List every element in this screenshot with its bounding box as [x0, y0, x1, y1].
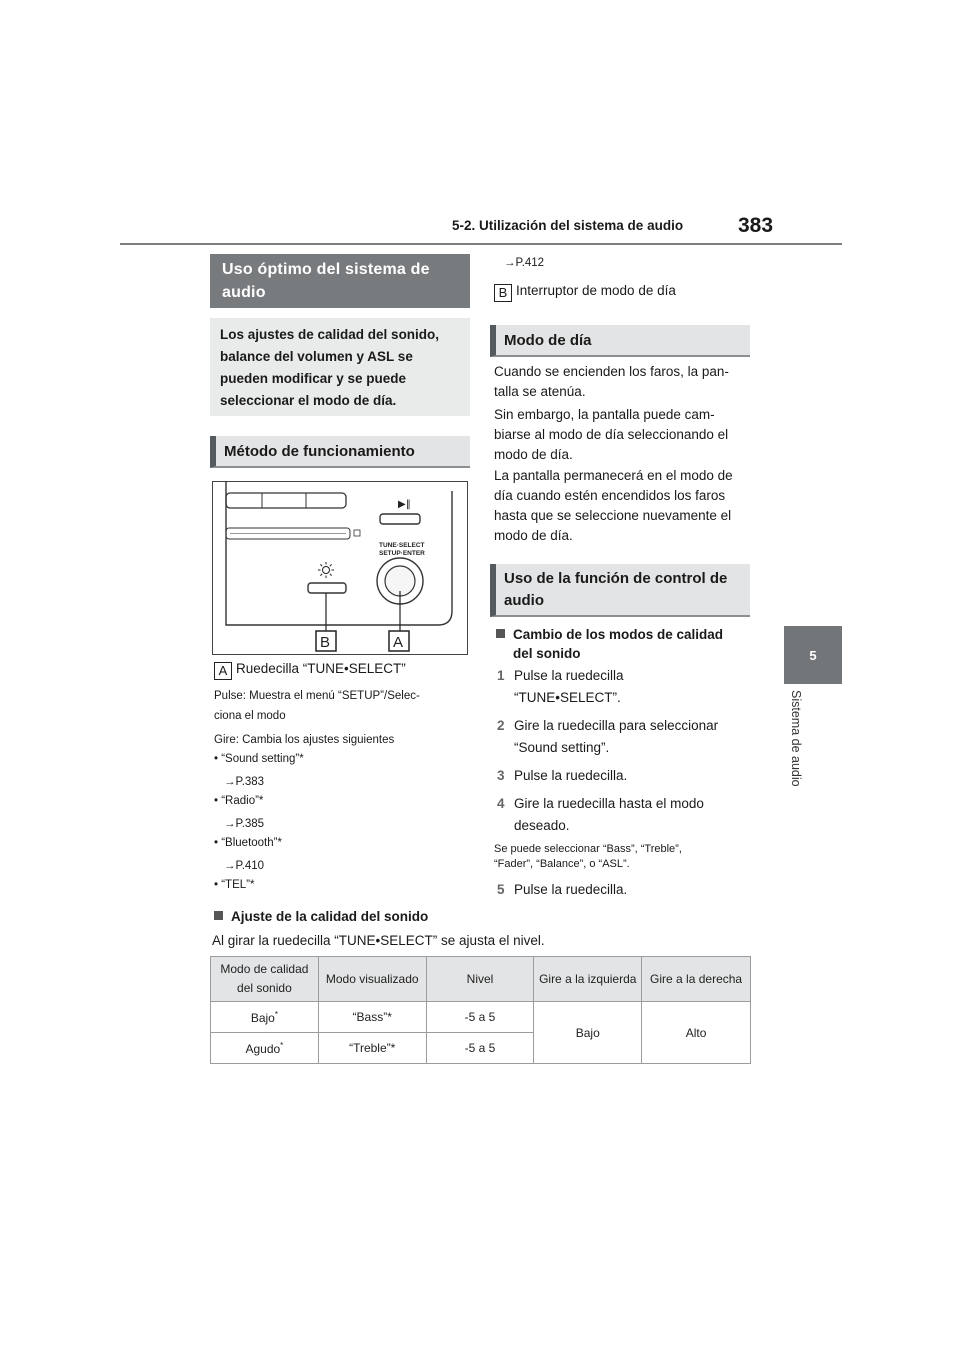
- step-4-l1: Gire la ruedecilla hasta el modo: [514, 796, 704, 811]
- square-bullet-icon: [496, 629, 505, 638]
- change-title-l1: Cambio de los modos de calidad: [513, 627, 724, 642]
- note-l1: Se puede seleccionar “Bass”, “Treble”,: [494, 843, 682, 855]
- step-3: [497, 766, 627, 786]
- day-p1-l1: Cuando se encienden los faros, la pan-: [494, 364, 729, 379]
- step-number: 1: [497, 668, 505, 683]
- day-p1-l2: talla se atenúa.: [494, 384, 586, 399]
- section-title: 5-2. Utilización del sistema de audio: [452, 218, 684, 233]
- audio-control-heading-l2: audio: [504, 592, 544, 609]
- item-a-text: Ruedecilla “TUNE•SELECT”: [236, 661, 406, 676]
- summary-box: Los ajustes de calidad del sonido, balance del volumen y ASL se pueden modificar y se puede seleccionar el modo de día.: [210, 318, 470, 416]
- bullet-bluetooth: • “Bluetooth”*: [214, 837, 282, 849]
- step-2-l1: Gire la ruedecilla para seleccionar: [514, 718, 719, 733]
- press-line-2: ciona el modo: [214, 710, 286, 722]
- bullet-sound: • “Sound setting”*: [214, 753, 304, 765]
- step-4: [497, 794, 704, 814]
- day-mode-heading: Modo de día: [490, 325, 750, 357]
- ref-radio: →P.385: [224, 818, 265, 830]
- cell-level: -5 a 5: [426, 1033, 534, 1064]
- step-number: 2: [497, 718, 505, 733]
- step-number: 4: [497, 796, 505, 811]
- day-p2-l3: modo de día.: [494, 447, 573, 462]
- cell-mode: Bajo*: [211, 1002, 319, 1033]
- callout-b: B: [320, 634, 331, 651]
- step-2: [497, 716, 718, 736]
- step-1-l1: Pulse la ruedecilla: [514, 668, 624, 683]
- change-title-l2: del sonido: [513, 646, 581, 661]
- table-header-row: [211, 957, 751, 1002]
- item-b-text: Interruptor de modo de día: [516, 283, 676, 298]
- header-rule: [120, 243, 842, 245]
- letter-box-a: A: [214, 662, 232, 680]
- day-p3-l4: modo de día.: [494, 528, 573, 543]
- step-5-text: Pulse la ruedecilla.: [514, 882, 628, 897]
- step-3-l1: Pulse la ruedecilla.: [514, 768, 628, 783]
- method-heading: Método de funcionamiento: [210, 436, 470, 468]
- control-panel-figure: [212, 481, 468, 655]
- cell-display: “Bass”*: [318, 1002, 426, 1033]
- step-5: [497, 880, 627, 900]
- bullet-radio: • “Radio”*: [214, 795, 264, 807]
- day-p2-l2: biarse al modo de día seleccionando el: [494, 427, 729, 442]
- step-number: 5: [497, 882, 505, 897]
- ref-bluetooth: →P.410: [224, 860, 265, 872]
- chapter-tab: 5: [784, 626, 842, 684]
- col-header: Gire a la izquierda: [534, 957, 642, 1002]
- square-bullet-icon: [214, 911, 223, 920]
- col-header: Nivel: [426, 957, 534, 1002]
- step-number: 3: [497, 768, 505, 783]
- step-4-l2: deseado.: [514, 818, 570, 833]
- day-p3-l3: hasta que se seleccione nuevamente el: [494, 508, 732, 523]
- quality-table: [210, 956, 751, 1064]
- chapter-label: Sistema de audio: [789, 690, 803, 787]
- day-p2-l1: Sin embargo, la pantalla puede cam-: [494, 407, 715, 422]
- ref-sound: →P.383: [224, 776, 265, 788]
- svg-text:SETUP·ENTER: SETUP·ENTER: [379, 550, 425, 557]
- note: [494, 842, 682, 872]
- main-heading: Uso óptimo del sistema de audio: [210, 254, 470, 308]
- cell-display: “Treble”*: [318, 1033, 426, 1064]
- table-row: [211, 1002, 751, 1033]
- cell-level: -5 a 5: [426, 1002, 534, 1033]
- col-header: Modo de calidad del sonido: [211, 957, 319, 1002]
- cell-right: Alto: [642, 1002, 751, 1064]
- audio-control-heading: [490, 564, 750, 617]
- quality-title-text: Ajuste de la calidad del sonido: [231, 909, 429, 924]
- change-modes-title: [496, 625, 723, 663]
- turn-line: Gire: Cambia los ajustes siguientes: [214, 734, 395, 746]
- step-2-l2: “Sound setting”.: [514, 740, 610, 755]
- audio-control-heading-l1: Uso de la función de control de: [504, 570, 728, 587]
- step-1-l2: “TUNE•SELECT”.: [514, 690, 621, 705]
- ref-top: →P.412: [504, 257, 545, 269]
- item-b: [494, 281, 676, 302]
- item-a: [214, 659, 406, 680]
- quality-text: Al girar la ruedecilla “TUNE•SELECT” se ajusta el nivel.: [212, 933, 545, 948]
- note-l2: “Fader”, “Balance”, o “ASL”.: [494, 858, 630, 870]
- step-1: [497, 666, 624, 686]
- cell-left: Bajo: [534, 1002, 642, 1064]
- callout-a: A: [393, 634, 404, 651]
- col-header: Modo visualizado: [318, 957, 426, 1002]
- panel-illustration: [212, 481, 468, 655]
- quality-title: [214, 909, 428, 924]
- play-pause-icon: ▶‖: [398, 499, 411, 510]
- bullet-tel: • “TEL”*: [214, 879, 255, 891]
- press-line-1: Pulse: Muestra el menú “SETUP”/Selec-: [214, 690, 420, 702]
- letter-box-b: B: [494, 284, 512, 302]
- page-number: 383: [738, 214, 774, 237]
- svg-text:TUNE·SELECT: TUNE·SELECT: [379, 542, 425, 549]
- day-p3-l1: La pantalla permanecerá en el modo de: [494, 468, 733, 483]
- day-p3-l2: día cuando estén encendidos los faros: [494, 488, 726, 503]
- cell-mode: Agudo*: [211, 1033, 319, 1064]
- col-header: Gire a la derecha: [642, 957, 751, 1002]
